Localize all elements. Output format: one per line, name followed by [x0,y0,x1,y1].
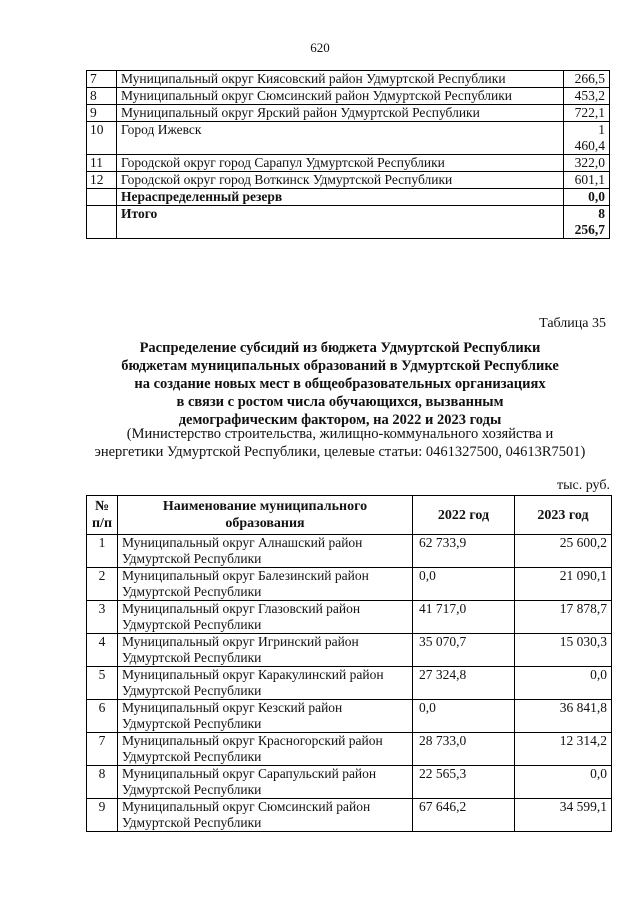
row-value: 453,2 [564,88,610,105]
units-label: тыс. руб. [557,478,610,493]
row-number: 1 [87,535,118,568]
row-number: 2 [87,568,118,601]
row-number: 4 [87,634,118,667]
row-value: 0,0 [564,189,610,206]
table-row [87,601,612,634]
heading-line: в связи с ростом числа обучающихся, вызванным [176,394,504,410]
row-name: Муниципальный округ Балезинский район Удмуртской Республики [118,568,413,601]
header-num: № п/п [87,496,118,535]
table-row [87,88,610,105]
allocation-table-continued [86,70,610,239]
row-name: Итого [117,206,564,239]
row-name: Городской округ город Сарапул Удмуртской Республики [117,155,564,172]
row-value: 266,5 [564,71,610,88]
row-name: Муниципальный округ Глазовский район Удмуртской Республики [118,601,413,634]
row-value: 601,1 [564,172,610,189]
table-row [87,122,610,155]
heading-line: бюджетам муниципальных образований в Удмуртской Республике [121,358,559,374]
row-number: 8 [87,766,118,799]
row-name: Муниципальный округ Сюмсинский район Удмуртской Республики [117,88,564,105]
row-value-2023: 0,0 [515,766,612,799]
row-name: Муниципальный округ Игринский район Удмуртской Республики [118,634,413,667]
row-number: 7 [87,733,118,766]
row-number: 5 [87,667,118,700]
row-value-2023: 36 841,8 [515,700,612,733]
subsidy-table [86,495,612,832]
table-row [87,189,610,206]
row-name: Город Ижевск [117,122,564,155]
row-number: 12 [87,172,117,189]
row-value-2023: 12 314,2 [515,733,612,766]
row-value-2022: 67 646,2 [413,799,515,832]
subheading-line: (Министерство строительства, жилищно-коммунального хозяйства и [126,426,554,442]
header-name: Наименование муниципального образования [118,496,413,535]
row-value-2023: 21 090,1 [515,568,612,601]
heading-line: на создание новых мест в общеобразовательных организациях [134,376,546,392]
row-name: Муниципальный округ Каракулинский район Удмуртской Республики [118,667,413,700]
table-header-row [87,496,612,535]
row-name: Городской округ город Воткинск Удмуртской Республики [117,172,564,189]
row-value-2023: 0,0 [515,667,612,700]
row-number: 11 [87,155,117,172]
row-value-2022: 0,0 [413,700,515,733]
table-row [87,733,612,766]
row-number: 8 [87,88,117,105]
row-name: Муниципальный округ Сюмсинский район Удмуртской Республики [118,799,413,832]
row-name: Муниципальный округ Кезский район Удмуртской Республики [118,700,413,733]
row-value-2023: 34 599,1 [515,799,612,832]
row-value-2022: 27 324,8 [413,667,515,700]
row-number: 6 [87,700,118,733]
row-value-2022: 35 070,7 [413,634,515,667]
row-value-2022: 22 565,3 [413,766,515,799]
row-value-2022: 0,0 [413,568,515,601]
row-number [87,189,117,206]
row-number: 7 [87,71,117,88]
heading-line: Распределение субсидий из бюджета Удмуртской Республики [139,340,541,356]
row-number [87,206,117,239]
row-value: 1 460,4 [564,122,610,155]
row-number: 9 [87,799,118,832]
row-value: 322,0 [564,155,610,172]
table-row [87,667,612,700]
row-value-2023: 17 878,7 [515,601,612,634]
table-row [87,799,612,832]
row-name: Муниципальный округ Алнашский район Удмуртской Республики [118,535,413,568]
table-row [87,71,610,88]
header-2023: 2023 год [515,496,612,535]
row-number: 9 [87,105,117,122]
table-subheading [70,425,610,461]
table-heading [70,339,610,429]
row-name: Муниципальный округ Сарапульский район Удмуртской Республики [118,766,413,799]
table-row [87,172,610,189]
row-name: Муниципальный округ Киясовский район Удмуртской Республики [117,71,564,88]
page-number: 620 [310,40,330,55]
table-row [87,206,610,239]
row-number: 3 [87,601,118,634]
row-value-2022: 62 733,9 [413,535,515,568]
table-row [87,568,612,601]
header-2022: 2022 год [413,496,515,535]
table-row [87,535,612,568]
row-value-2023: 15 030,3 [515,634,612,667]
table-row [87,155,610,172]
table-row [87,766,612,799]
row-value: 8 256,7 [564,206,610,239]
row-value: 722,1 [564,105,610,122]
heading-line: демографическим фактором, на 2022 и 2023 годы [178,412,502,428]
table-row [87,700,612,733]
row-value-2022: 41 717,0 [413,601,515,634]
table-number: Таблица 35 [539,316,606,331]
table-row [87,634,612,667]
row-name: Муниципальный округ Ярский район Удмуртской Республики [117,105,564,122]
table-row [87,105,610,122]
row-number: 10 [87,122,117,155]
row-value-2022: 28 733,0 [413,733,515,766]
subheading-line: энергетики Удмуртской Республики, целевые статьи: 0461327500, 04613R7501) [94,444,586,460]
row-value-2023: 25 600,2 [515,535,612,568]
row-name: Муниципальный округ Красногорский район Удмуртской Республики [118,733,413,766]
row-name: Нераспределенный резерв [117,189,564,206]
